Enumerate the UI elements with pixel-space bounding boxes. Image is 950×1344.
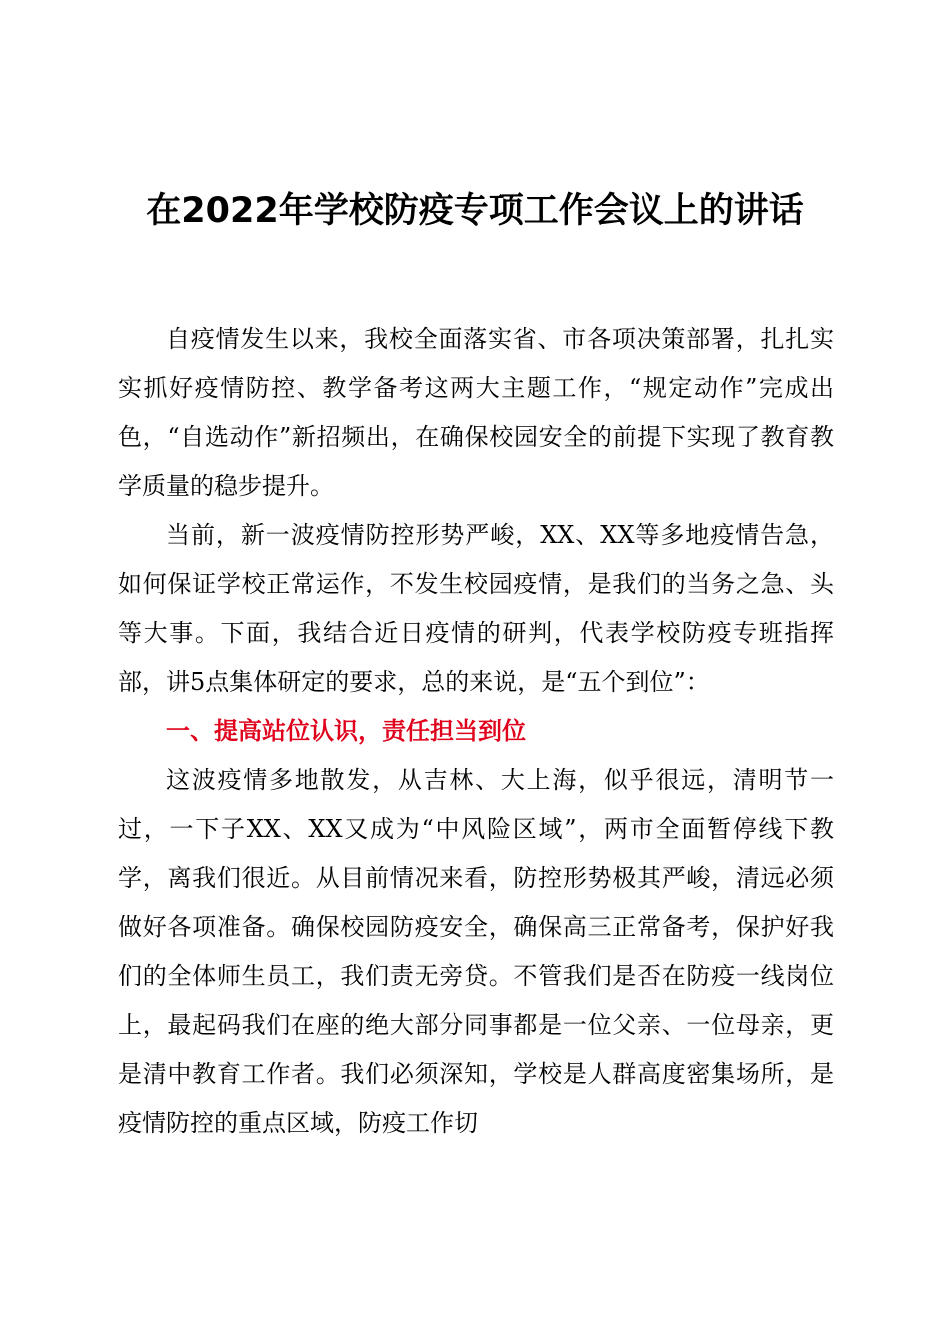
paragraph-section-one: 这波疫情多地散发，从吉林、大上海，似乎很远，清明节一过，一下子XX、XX又成为“中风险区域”，两市全面暂停线下教学，离我们很近。从目前情况来看，防控形势极其严峻，清远必须做好各项准备。确保校园防疫安全，确保高三正常备考，保护好我们的全体师生员工，我们责无旁贷。不管我们是否在防疫一线岗位上，最起码我们在座的绝大部分同事都是一位父亲、一位母亲，更是清中教育工作者。我们必须深知，学校是人群高度密集场所，是疫情防控的重点区域，防疫工作切 bbox=[118, 766, 834, 1137]
paragraph-current-situation: 当前，新一波疫情防控形势严峻，XX、XX等多地疫情告急，如何保证学校正常运作，不发生校园疫情，是我们的当务之急、头等大事。下面，我结合近日疫情的研判，代表学校防疫专班指挥部，讲5点集体研定的要求，总的来说，是“五个到位”： bbox=[118, 521, 834, 696]
section-heading: 一、提高站位认识，责任担当到位 bbox=[166, 717, 526, 745]
document-title: 在2022年学校防疫专项工作会议上的讲话 bbox=[146, 191, 804, 231]
paragraph-intro: 自疫情发生以来，我校全面落实省、市各项决策部署，扎扎实实抓好疫情防控、教学备考这两大主题工作，“规定动作”完成出色，“自选动作”新招频出，在确保校园安全的前提下实现了教育教学质量的稳步提升。 bbox=[118, 325, 834, 500]
document-body bbox=[118, 315, 834, 1148]
